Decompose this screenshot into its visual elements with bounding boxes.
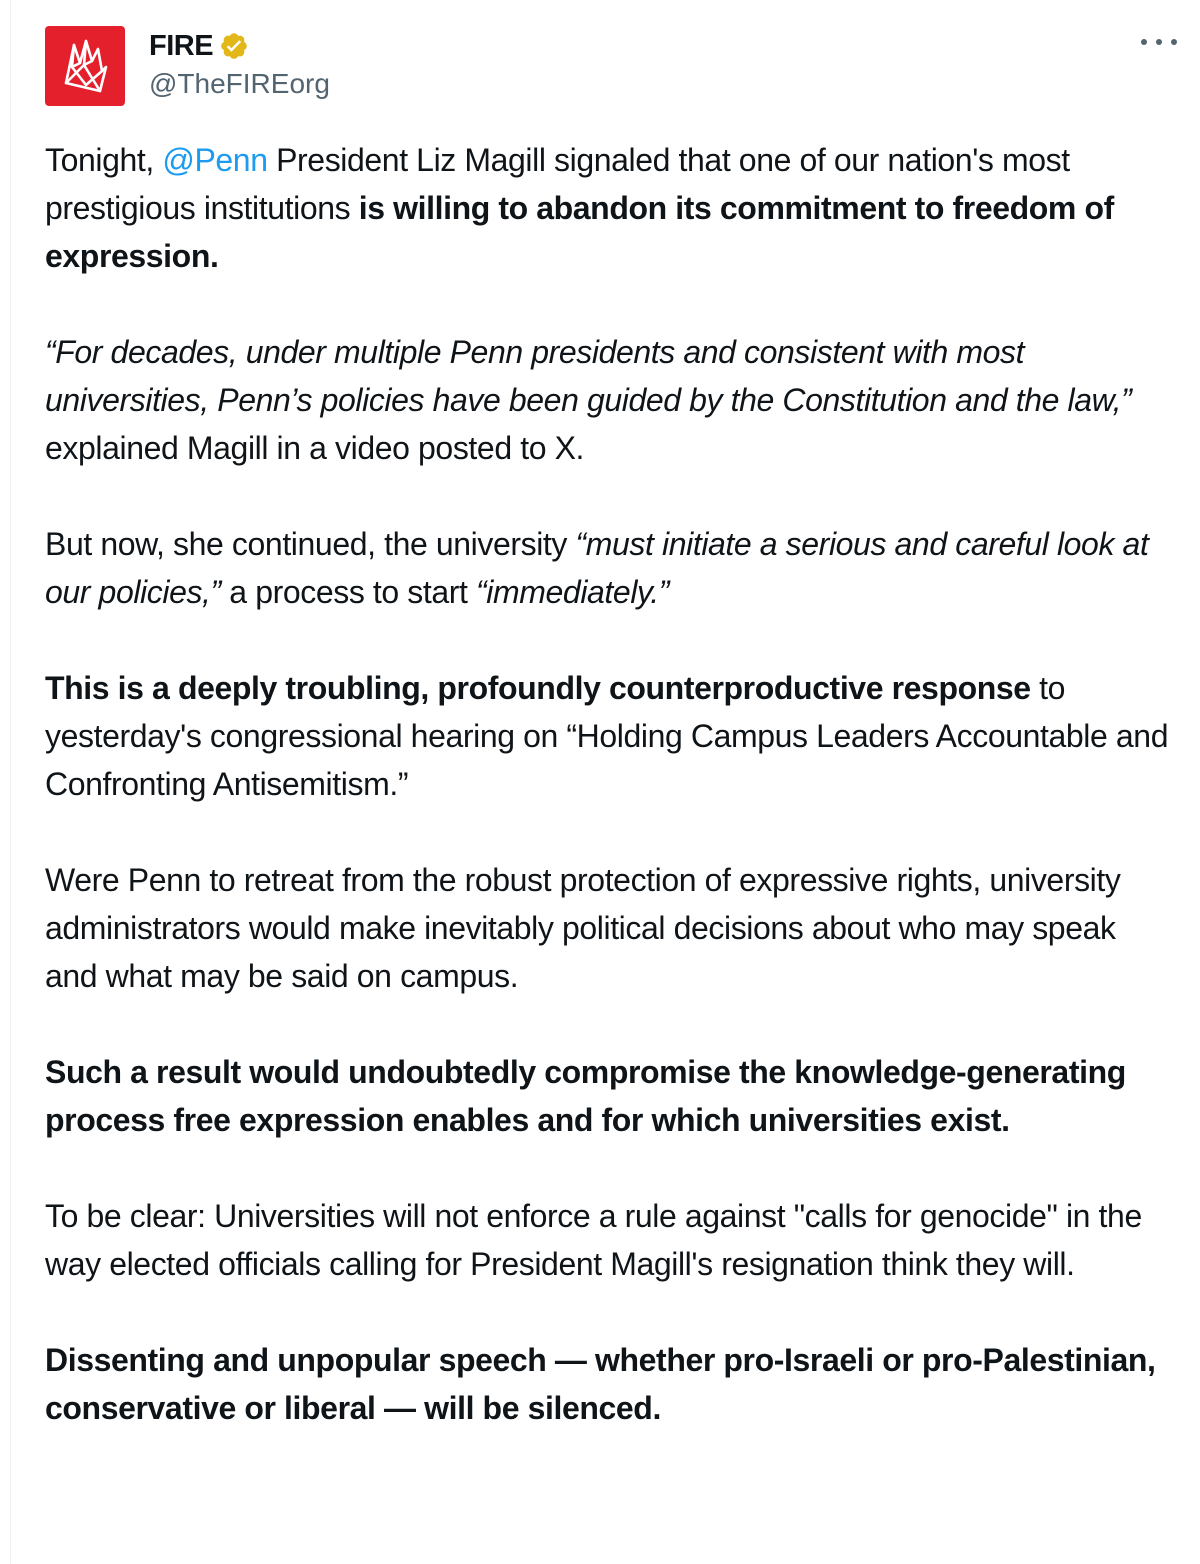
bold-text: This is a deeply troubling, profoundly counterproductive response <box>45 670 1031 706</box>
paragraph-5: Were Penn to retreat from the robust protection of expressive rights, university administrators would make inevitably political decisions about who may speak and what may be said on campus. <box>45 862 1121 994</box>
paragraph-3 <box>45 520 1175 616</box>
quote-text: “For decades, under multiple Penn presidents and consistent with most universities, Penn’s policies have been guided by the Constitution and the law,” <box>45 334 1132 418</box>
paragraph-4 <box>45 664 1175 808</box>
text: Tonight, <box>45 142 163 178</box>
bold-text: is willing to abandon its commitment to freedom of expression. <box>45 190 1114 274</box>
tweet-header <box>45 26 1175 106</box>
more-horizontal-icon[interactable] <box>1141 32 1177 52</box>
fire-logo-icon <box>56 37 114 95</box>
more-dot <box>1141 39 1147 45</box>
text: explained Magill in a video posted to X. <box>45 430 585 466</box>
tweet <box>45 26 1175 1480</box>
text: a process to start <box>220 574 477 610</box>
tweet-text <box>45 136 1175 1432</box>
bold-text: Dissenting and unpopular speech — whether pro-Israeli or pro-Palestinian, conservative or liberal — will be silenced. <box>45 1342 1156 1426</box>
author-handle[interactable]: @TheFIREorg <box>149 68 330 99</box>
paragraph-6 <box>45 1048 1175 1144</box>
mention-link[interactable]: @Penn <box>162 142 268 178</box>
verified-badge-icon[interactable] <box>219 31 249 61</box>
paragraph-1 <box>45 136 1175 280</box>
text: President Liz Magill signaled that one of our nation's most prestigious institutions <box>45 142 1070 226</box>
more-dot <box>1156 39 1162 45</box>
paragraph-7: To be clear: Universities will not enforce a rule against "calls for genocide" in the way elected officials calling for President Magill's resignation think they will. <box>45 1198 1142 1282</box>
paragraph-2 <box>45 328 1175 472</box>
text: But now, she continued, the university <box>45 526 576 562</box>
author-names <box>149 28 330 100</box>
paragraph-8 <box>45 1336 1175 1432</box>
more-dot <box>1171 39 1177 45</box>
avatar[interactable] <box>45 26 125 106</box>
text: to yesterday's congressional hearing on “Holding Campus Leaders Accountable and Confronting Antisemitism.” <box>45 670 1169 802</box>
display-name[interactable]: FIRE <box>149 29 214 62</box>
bold-text: Such a result would undoubtedly compromise the knowledge-generating process free expression enables and for which universities exist. <box>45 1054 1126 1138</box>
quote-text: “immediately.” <box>476 574 669 610</box>
quote-text: “must initiate a serious and careful look at our policies,” <box>45 526 1149 610</box>
timeline-border <box>10 0 11 1564</box>
